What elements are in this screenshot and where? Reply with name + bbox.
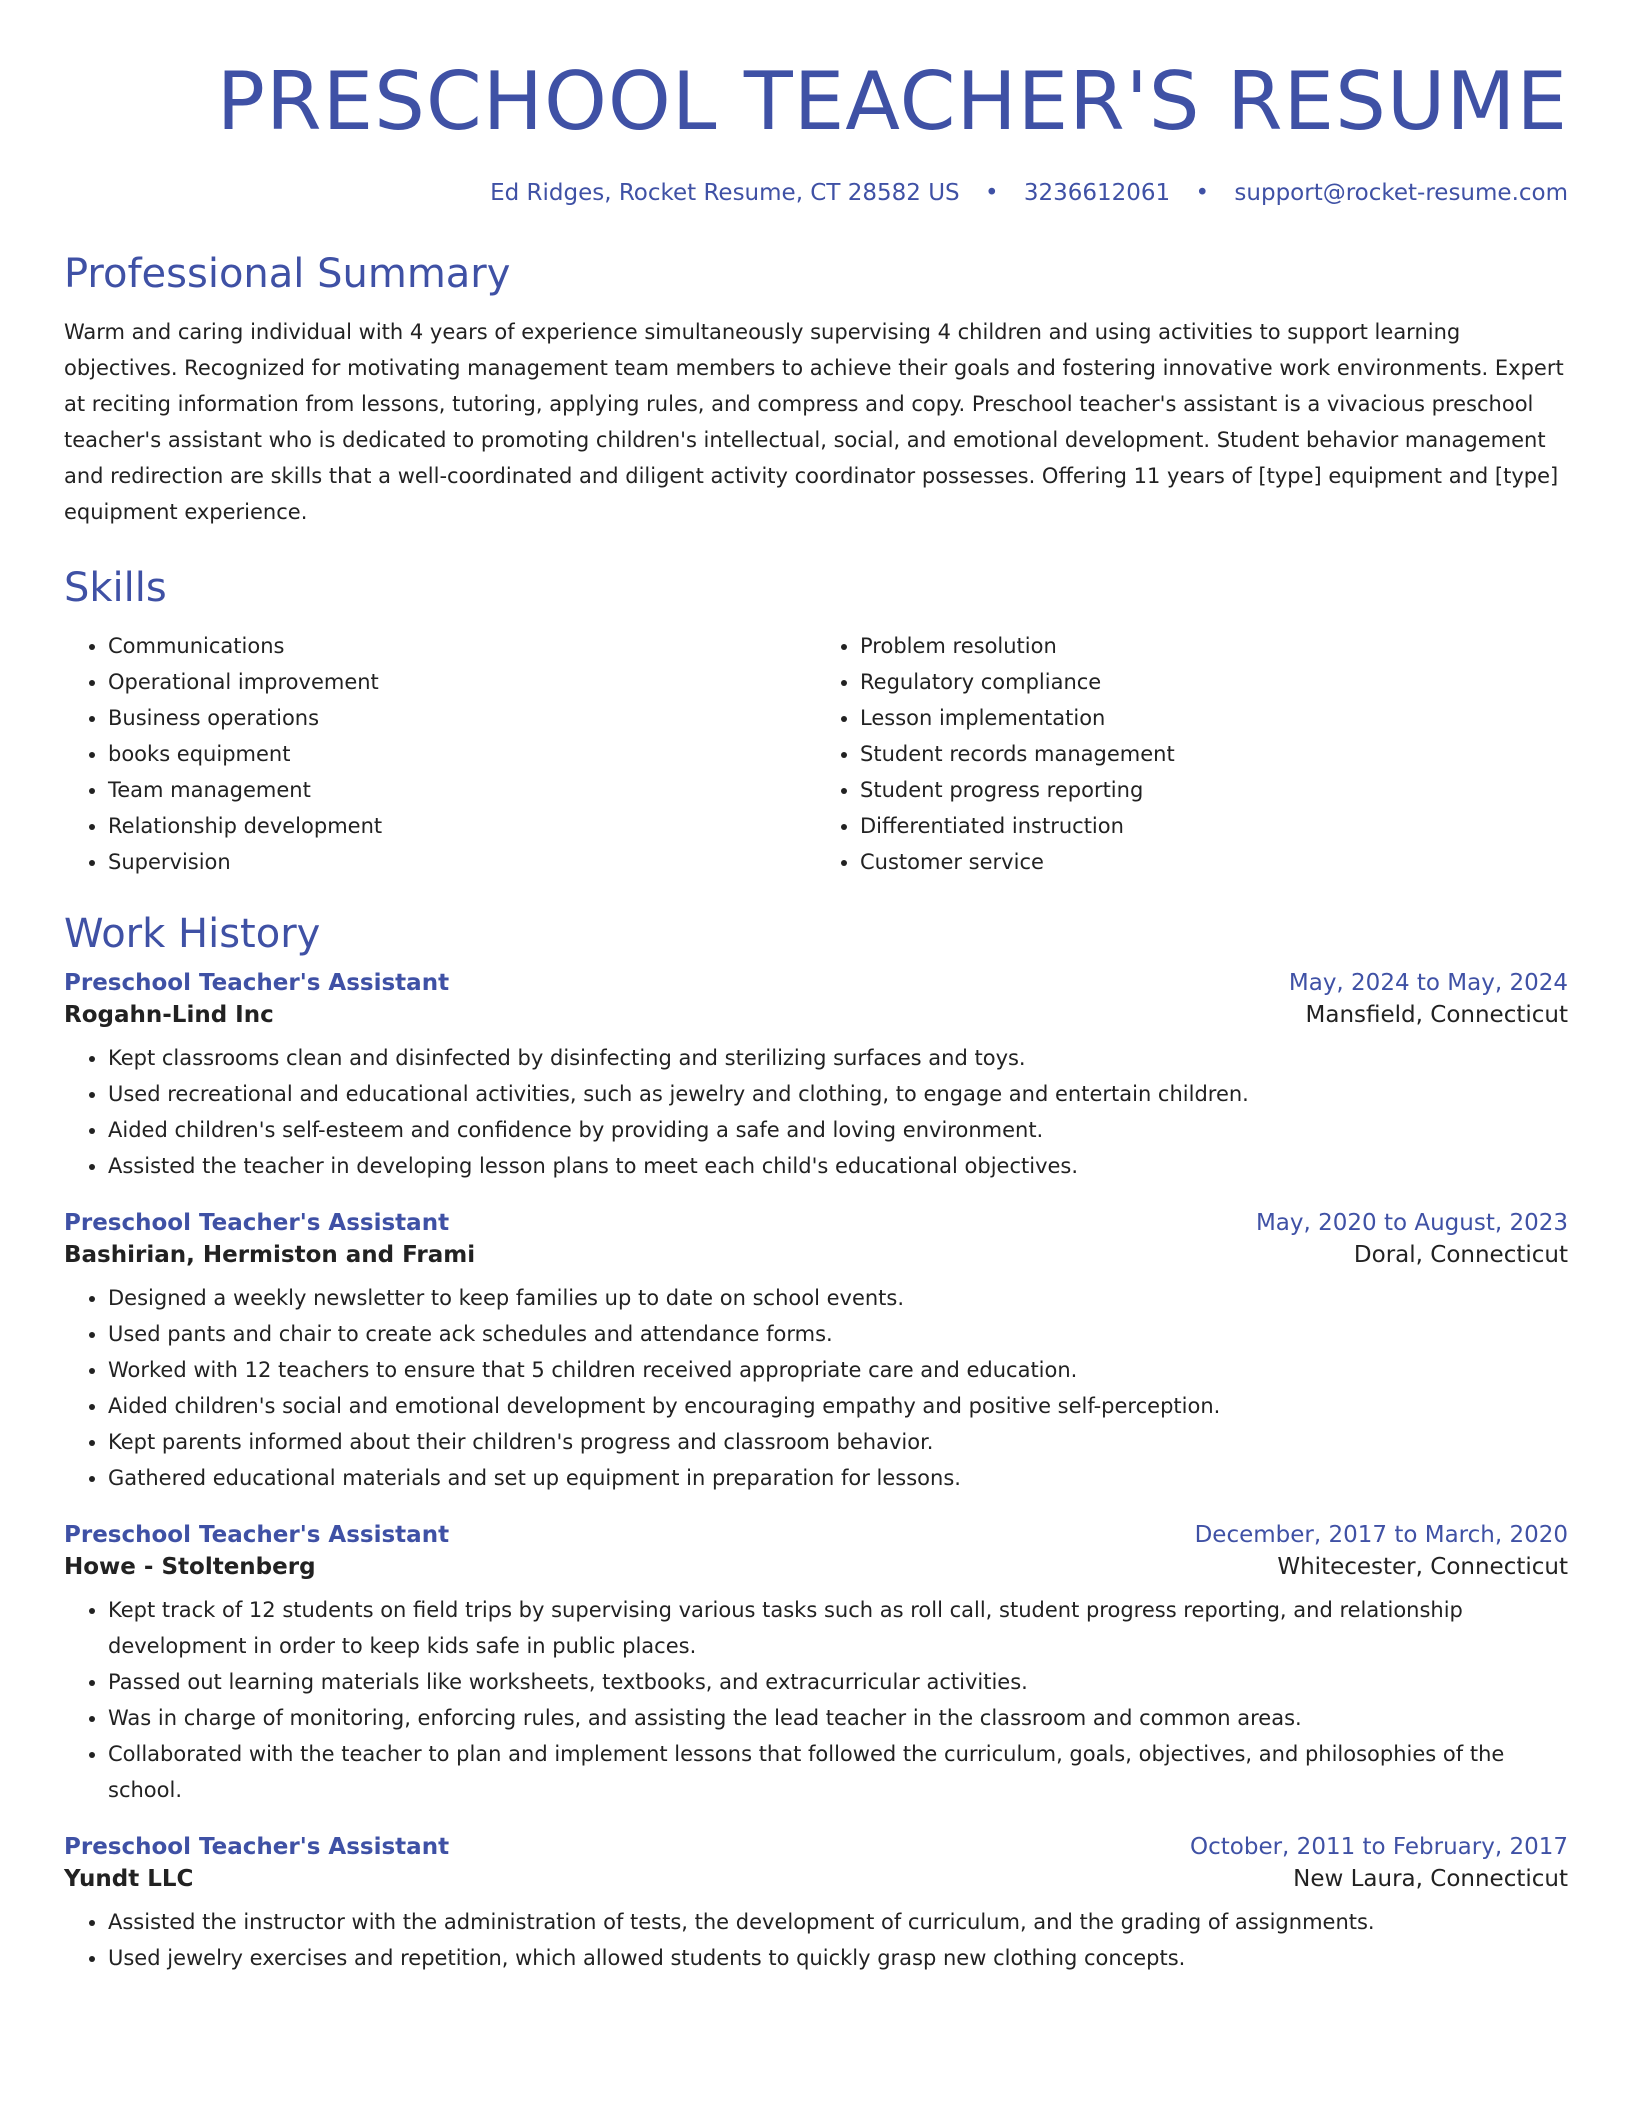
- job-company: Bashirian, Hermiston and Frami: [64, 1242, 476, 1268]
- skills-heading: Skills: [64, 565, 167, 611]
- work-history: [64, 970, 1568, 1976]
- job-company: Yundt LLC: [64, 1866, 194, 1892]
- job-bullet: • Designed a weekly newsletter to keep families up to date on school events.: [108, 1280, 1568, 1316]
- job-subheader: [64, 1866, 1568, 1892]
- job-entry: [64, 1834, 1568, 1976]
- job-bullet: • Assisted the instructor with the administration of tests, the development of curriculum, and the grading of assignments.: [108, 1904, 1568, 1940]
- job-bullet: • Passed out learning materials like worksheets, textbooks, and extracurricular activities.: [108, 1664, 1568, 1700]
- job-bullet: • Was in charge of monitoring, enforcing rules, and assisting the lead teacher in the classroom and common areas.: [108, 1700, 1568, 1736]
- job-entry: [64, 1210, 1568, 1496]
- contact-separator: •: [984, 180, 999, 206]
- work-heading: Work History: [64, 911, 321, 957]
- job-bullet: • Kept parents informed about their children's progress and classroom behavior.: [108, 1424, 1568, 1460]
- job-header: [64, 1210, 1568, 1236]
- job-bullet: • Worked with 12 teachers to ensure that 5 children received appropriate care and education.: [108, 1352, 1568, 1388]
- job-bullet: • Used jewelry exercises and repetition, which allowed students to quickly grasp new clothing concepts.: [108, 1940, 1568, 1976]
- job-dates: December, 2017 to March, 2020: [1194, 1522, 1568, 1548]
- job-title: Preschool Teacher's Assistant: [64, 1210, 450, 1236]
- job-subheader: [64, 1554, 1568, 1580]
- skill-item: • Team management: [108, 772, 816, 808]
- job-bullets: [64, 1592, 1568, 1808]
- job-dates: May, 2024 to May, 2024: [1288, 970, 1568, 996]
- job-bullet: • Aided children's self-esteem and confidence by providing a safe and loving environment.: [108, 1112, 1568, 1148]
- job-header: [64, 970, 1568, 996]
- skill-item: • Problem resolution: [860, 628, 1568, 664]
- job-subheader: [64, 1242, 1568, 1268]
- job-company: Rogahn-Lind Inc: [64, 1002, 274, 1028]
- skill-item: • Communications: [108, 628, 816, 664]
- job-title: Preschool Teacher's Assistant: [64, 970, 450, 996]
- job-entry: [64, 1522, 1568, 1808]
- job-bullet: • Used recreational and educational activities, such as jewelry and clothing, to engage and entertain children.: [108, 1076, 1568, 1112]
- job-location: Doral, Connecticut: [1353, 1242, 1568, 1268]
- job-bullet: • Used pants and chair to create ack schedules and attendance forms.: [108, 1316, 1568, 1352]
- contact-email: support@rocket-resume.com: [1234, 180, 1568, 206]
- contact-address: Ed Ridges, Rocket Resume, CT 28582 US: [490, 180, 960, 206]
- job-location: New Laura, Connecticut: [1293, 1866, 1568, 1892]
- skills-list: [64, 628, 1568, 880]
- job-entry: [64, 970, 1568, 1184]
- contact-phone: 3236612061: [1023, 180, 1171, 206]
- job-header: [64, 1834, 1568, 1860]
- job-bullets: [64, 1904, 1568, 1976]
- skill-item: • Business operations: [108, 700, 816, 736]
- skill-item: • Differentiated instruction: [860, 808, 1568, 844]
- job-bullet: • Gathered educational materials and set up equipment in preparation for lessons.: [108, 1460, 1568, 1496]
- skill-item: • Student records management: [860, 736, 1568, 772]
- skill-item: • books equipment: [108, 736, 816, 772]
- contact-line: [64, 176, 1568, 210]
- job-bullet: • Kept track of 12 students on field trips by supervising various tasks such as roll call, student progress reporting, and relationship development in order to keep kids safe in public places.: [108, 1592, 1568, 1664]
- job-location: Mansfield, Connecticut: [1305, 1002, 1568, 1028]
- job-header: [64, 1522, 1568, 1548]
- job-title: Preschool Teacher's Assistant: [64, 1834, 450, 1860]
- job-title: Preschool Teacher's Assistant: [64, 1522, 450, 1548]
- job-dates: October, 2011 to February, 2017: [1190, 1834, 1568, 1860]
- skill-item: • Operational improvement: [108, 664, 816, 700]
- skills-column-left: [64, 628, 816, 880]
- job-dates: May, 2020 to August, 2023: [1255, 1210, 1568, 1236]
- job-subheader: [64, 1002, 1568, 1028]
- skills-column-right: [816, 628, 1568, 880]
- job-company: Howe - Stoltenberg: [64, 1554, 316, 1580]
- summary-heading: Professional Summary: [64, 251, 511, 297]
- skill-item: • Regulatory compliance: [860, 664, 1568, 700]
- job-bullet: • Kept classrooms clean and disinfected by disinfecting and sterilizing surfaces and toys.: [108, 1040, 1568, 1076]
- resume-title: PRESCHOOL TEACHER'S RESUME: [216, 55, 1568, 148]
- job-bullet: • Collaborated with the teacher to plan and implement lessons that followed the curriculum, goals, objectives, and philosophies of the school.: [108, 1736, 1568, 1808]
- job-location: Whitecester, Connecticut: [1277, 1554, 1568, 1580]
- skill-item: • Customer service: [860, 844, 1568, 880]
- skill-item: • Relationship development: [108, 808, 816, 844]
- skill-item: • Supervision: [108, 844, 816, 880]
- skill-item: • Student progress reporting: [860, 772, 1568, 808]
- summary-text: Warm and caring individual with 4 years of experience simultaneously supervising 4 children and using activities to support learning objectives. Recognized for motivating management team members to achieve their goals and fostering innovative work environments. Expert at reciting information from lessons, tutoring, applying rules, and compress and copy. Preschool teacher's assistant is a vivacious preschool teacher's assistant who is dedicated to promoting children's intellectual, social, and emotional development. Student behavior management and redirection are skills that a well-coordinated and diligent activity coordinator possesses. Offering 11 years of [type] equipment and [type] equipment experience.: [64, 320, 1564, 524]
- job-bullets: [64, 1280, 1568, 1496]
- job-bullets: [64, 1040, 1568, 1184]
- job-bullet: • Aided children's social and emotional development by encouraging empathy and positive self-perception.: [108, 1388, 1568, 1424]
- skill-item: • Lesson implementation: [860, 700, 1568, 736]
- job-bullet: • Assisted the teacher in developing lesson plans to meet each child's educational objectives.: [108, 1148, 1568, 1184]
- contact-separator: •: [1195, 180, 1210, 206]
